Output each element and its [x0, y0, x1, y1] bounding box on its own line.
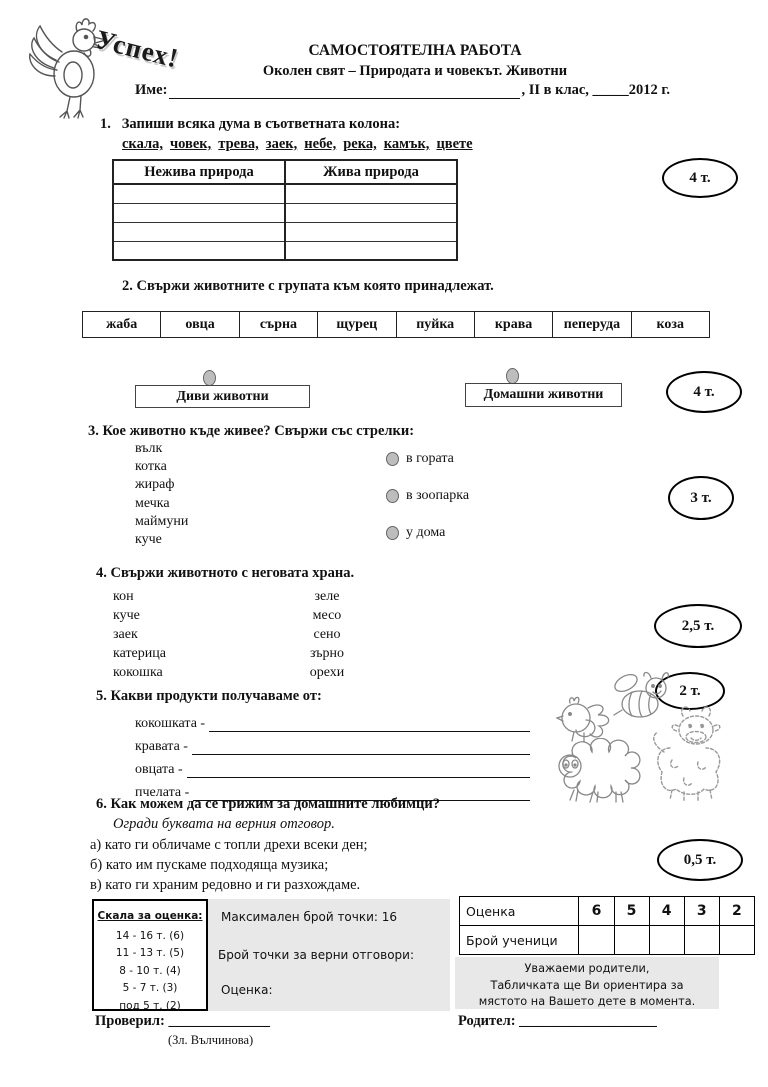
- task4-prompt: 4. Свържи животното с неговата храна.: [96, 565, 355, 581]
- task4-points-badge: 2,5 т.: [654, 604, 742, 648]
- max-points-text: Максимален брой точки: 16: [221, 910, 398, 924]
- grade-scale-box: [92, 899, 208, 1011]
- task1-empty-cell: [113, 184, 285, 203]
- task2-number: 2.: [122, 278, 133, 294]
- task3-animal: вълк: [135, 441, 163, 456]
- class-suffix: , II в клас, _____2012 г.: [521, 82, 670, 98]
- task6-option-b: б) като им пускаме подходяща музика;: [90, 857, 329, 873]
- task1-number: 1.: [100, 116, 111, 132]
- task1-empty-cell: [285, 184, 457, 203]
- task4-animal-list: [113, 587, 166, 682]
- task1-col-header: Жива природа: [285, 160, 457, 184]
- grade-count-table: [459, 896, 755, 955]
- task4-animal: катерица: [113, 646, 166, 661]
- task5-number: 5.: [96, 688, 107, 704]
- task5-prompt: 5. Какви продукти получаваме от:: [96, 688, 322, 704]
- parent-line: Родител: ___________________: [458, 1013, 657, 1029]
- task2-group-domestic: Домашни животни: [465, 383, 622, 407]
- task1-col-header: Нежива природа: [113, 160, 285, 184]
- name-label: Име:: [135, 82, 168, 98]
- task2-points-badge: 4 т.: [666, 371, 742, 413]
- pupil-count-label: Брой ученици: [460, 926, 579, 955]
- grade-scale-row: 5 - 7 т. (3): [122, 982, 178, 994]
- task6-option-a: а) като ги обличаме с топли дрехи всеки ден;: [90, 837, 368, 853]
- pupil-count-empty-cell: [579, 926, 614, 955]
- page-title: САМОСТОЯТЕЛНА РАБОТА: [308, 42, 522, 59]
- task1-points-badge: 4 т.: [662, 158, 738, 198]
- pupil-count-empty-cell: [684, 926, 719, 955]
- task2-prompt: 2. Свържи животните с групата към която принадлежат.: [122, 278, 494, 294]
- task1-empty-cell: [285, 222, 457, 241]
- task5-item-label: кокошката -: [135, 716, 206, 731]
- grade-scale-title: Скала за оценка:: [97, 910, 203, 922]
- task3-animal: мечка: [135, 495, 170, 511]
- task4-animal: кокошка: [113, 665, 163, 680]
- task6-options: [90, 835, 368, 895]
- task3-connector-dot: [386, 489, 399, 503]
- task2-animal-cell: пеперуда: [553, 312, 631, 338]
- grade-scale-row: 14 - 16 т. (6): [115, 929, 185, 942]
- pupil-count-empty-cell: [719, 926, 754, 955]
- task4-animal: заек: [113, 627, 138, 642]
- task5-points-badge: 2 т.: [655, 672, 725, 710]
- task4-food: зърно: [309, 646, 345, 661]
- task5-item-label: овцата -: [135, 762, 183, 777]
- grade-label-text: Оценка:: [221, 983, 273, 997]
- task3-connector-dot: [386, 452, 399, 466]
- task3-animal: котка: [135, 459, 167, 475]
- task3-place-row: [386, 524, 445, 542]
- task1-words: скала, човек, трева, заек, небе, река, камък, цвете: [122, 136, 473, 152]
- task3-animal-list: [135, 441, 188, 550]
- task6-option-v: в) като ги храним редовно и ги разхождаме.: [90, 877, 361, 893]
- task4-food-list: [277, 587, 377, 682]
- task5-blank-line: [209, 715, 530, 732]
- task3-connector-dot: [386, 526, 399, 540]
- grade-cell: 4: [649, 897, 684, 926]
- task3-animal: маймуни: [135, 513, 189, 529]
- grade-scale-row: 8 - 10 т. (4): [119, 964, 181, 977]
- task4-animal: кон: [113, 589, 134, 604]
- task1-empty-cell: [113, 203, 285, 222]
- task3-place-row: [386, 487, 469, 505]
- parents-note: Уважаеми родители, Табличката ще Ви ориентира за мястото на Вашето дете в момента.: [455, 957, 719, 1009]
- task3-animal: жираф: [135, 477, 175, 493]
- task5-fill-lines: [135, 709, 530, 801]
- task1-empty-cell: [285, 241, 457, 260]
- motivation-text: Успех!: [92, 24, 182, 74]
- task3-prompt: 3. Кое животно къде живее? Свържи със стрелки:: [88, 423, 415, 439]
- grade-scale-row: 11 - 13 т. (5): [115, 947, 185, 959]
- task5-blank-line: [187, 761, 530, 778]
- task1-table: [112, 159, 458, 261]
- task3-place-label: в гората: [406, 451, 454, 466]
- task2-animal-cell: сърна: [239, 312, 317, 338]
- grade-scale-row: под 5 т. (2): [119, 999, 181, 1012]
- task6-prompt: 6. Как можем да се грижим за домашните любимци?: [96, 796, 440, 812]
- task4-food: орехи: [309, 665, 345, 680]
- task4-food: зеле: [314, 589, 340, 604]
- name-line: [135, 82, 670, 99]
- task3-animal: куче: [135, 531, 162, 547]
- grade-cell: 6: [579, 897, 614, 926]
- grade-cell: 2: [719, 897, 754, 926]
- task2-animal-cell: щурец: [318, 312, 396, 338]
- task2-animal-cell: крава: [474, 312, 552, 338]
- task1-empty-cell: [113, 222, 285, 241]
- checked-by-line: Проверил: ______________: [95, 1013, 271, 1029]
- task2-group-wild: Диви животни: [135, 385, 310, 408]
- task1-prompt: 1. Запиши всяка дума в съответната колона:: [100, 116, 401, 132]
- task6-subprompt: Огради буквата на верния отговор.: [113, 816, 335, 832]
- task3-place-row: [386, 450, 454, 468]
- grade-cell: 3: [684, 897, 719, 926]
- task4-food: месо: [312, 608, 342, 623]
- task2-animal-cell: коза: [631, 312, 709, 338]
- task3-number: 3.: [88, 423, 99, 439]
- task6-points-badge: 0,5 т.: [657, 839, 743, 881]
- pupil-count-empty-cell: [614, 926, 649, 955]
- page-subtitle: Околен свят – Природата и човекът. Животни: [262, 63, 568, 79]
- grade-cell: 5: [614, 897, 649, 926]
- task5-blank-line: [192, 738, 530, 755]
- correct-points-text: Брой точки за верни отговори:: [218, 948, 415, 962]
- task2-animal-cell: жаба: [83, 312, 161, 338]
- task4-number: 4.: [96, 565, 107, 581]
- task2-animal-cell: овца: [161, 312, 239, 338]
- grade-table-header: Оценка: [460, 897, 579, 926]
- cow-drawing: [638, 704, 742, 802]
- task1-empty-cell: [285, 203, 457, 222]
- sheep-icon: [550, 738, 648, 804]
- task3-place-label: в зоопарка: [406, 488, 470, 503]
- sheep-drawing: [550, 738, 648, 804]
- cow-icon: [638, 704, 742, 802]
- task5-item-label: кравата -: [135, 739, 188, 754]
- checker-name: (Зл. Вълчинова): [168, 1033, 254, 1047]
- task6-number: 6.: [96, 796, 107, 812]
- task1-empty-cell: [113, 241, 285, 260]
- task3-place-label: у дома: [406, 525, 446, 540]
- task4-food: сено: [313, 627, 341, 642]
- task3-points-badge: 3 т.: [668, 476, 734, 520]
- task2-animal-strip: [82, 311, 710, 338]
- task4-animal: куче: [113, 608, 140, 623]
- task2-animal-cell: пуйка: [396, 312, 474, 338]
- task2-connector-dot: [506, 368, 519, 384]
- task2-connector-dot: [203, 370, 216, 386]
- name-blank-line: [169, 83, 519, 99]
- task5-item-label: пчелата -: [135, 785, 190, 800]
- pupil-count-empty-cell: [649, 926, 684, 955]
